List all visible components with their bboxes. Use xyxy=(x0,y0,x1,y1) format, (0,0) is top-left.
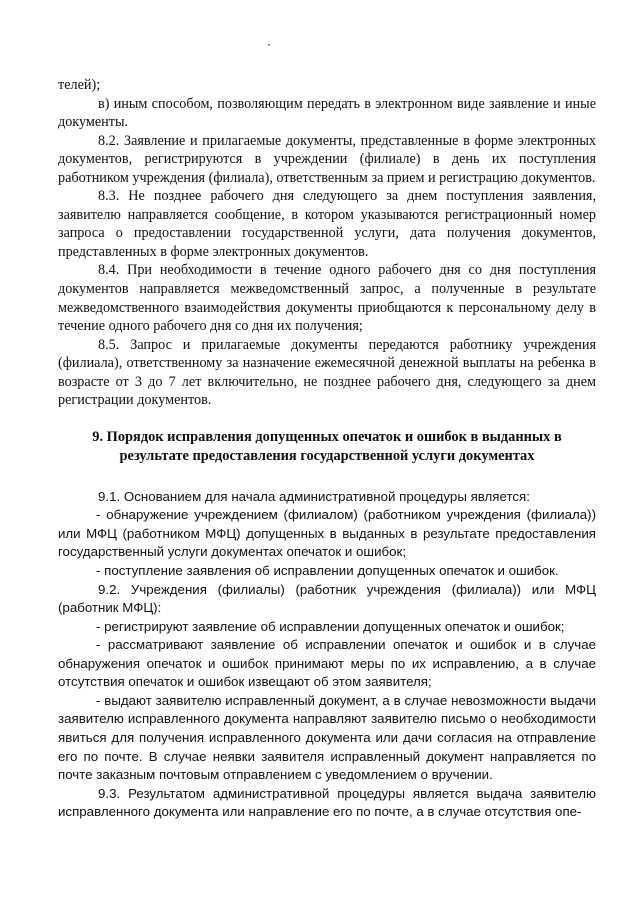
paragraph-8-5: 8.5. Запрос и прилагаемые документы передаются работнику учреждения (филиала), ответственному за назначение ежемесячной денежной выплаты на ребенка в возрасте от 3 до 7 лет включительно, не позднее рабочего дня, следующего за днем регистрации документов. xyxy=(58,336,596,409)
document-page-body xyxy=(58,76,596,822)
bullet-review: - рассматривают заявление об исправлении опечаток и ошибок и в случае обнаружения опечаток и ошибок принимают меры по их исправлению, а в случае отсутствия опечаток и ошибок извещают об этом заявителя; xyxy=(58,637,596,690)
paragraph-9-3: 9.3. Результатом административной процедуры является выдача заявителю исправленного документа или направление его по почте, а в случае отсутствия опе- xyxy=(58,785,596,820)
paragraph-9-1: 9.1. Основанием для начала административной процедуры является: xyxy=(98,488,530,504)
paragraph-continuation: телей); xyxy=(58,77,101,93)
paragraph-8-4: 8.4. При необходимости в течение одного рабочего дня со дня поступления документов направляется межведомственный запрос, а полученные в результате межведомственного взаимодействия документы приобщаются к персональному делу в течение одного рабочего дня со дня их получения; xyxy=(58,262,596,335)
paragraph-8-3: 8.3. Не позднее рабочего дня следующего за днем поступления заявления, заявителю направляется сообщение, в котором указываются регистрационный номер запроса о предоставлении государственной услуги, дата получения документов, представленных в форме электронных документов. xyxy=(58,188,596,260)
paragraph-8-2: 8.2. Заявление и прилагаемые документы, представленные в форме электронных документов, регистрируются в учреждении (филиале) в день их поступления работником учреждения (филиала), ответственным за прием и регистрацию документов. xyxy=(58,132,596,186)
scan-dot-mark xyxy=(268,44,270,46)
bullet-application-received: - поступление заявления об исправлении допущенных опечаток и ошибок. xyxy=(96,563,559,579)
bullet-register: - регистрируют заявление об исправлении допущенных опечаток и ошибок; xyxy=(96,618,565,634)
bullet-issue-document: - выдают заявителю исправленный документ, а в случае невозможности выдачи заявителю исправленного документа направляют заявителю письмо о необходимости явиться для получения исправленного документа или дачи согласия на отправление его по почте. В случае неявки заявителя исправленный документ направляется по почте заказным почтовым отправлением с уведомлением о вручении. xyxy=(58,692,596,783)
paragraph-item-v: в) иным способом, позволяющим передать в электронном виде заявление и иные документы. xyxy=(58,95,596,131)
paragraph-9-2: 9.2. Учреждения (филиалы) (работник учреждения (филиала)) или МФЦ (работник МФЦ): xyxy=(58,581,596,616)
section-9-heading: 9. Порядок исправления допущенных опечаток и ошибок в выданных в результате предоставления государственной услуги документах xyxy=(92,428,562,464)
bullet-detection: - обнаружение учреждением (филиалом) (работником учреждения (филиала)) или МФЦ (работником МФЦ) допущенных в выданных в результате предоставления государственный услуги документах опечаток и ошибок; xyxy=(58,507,596,560)
